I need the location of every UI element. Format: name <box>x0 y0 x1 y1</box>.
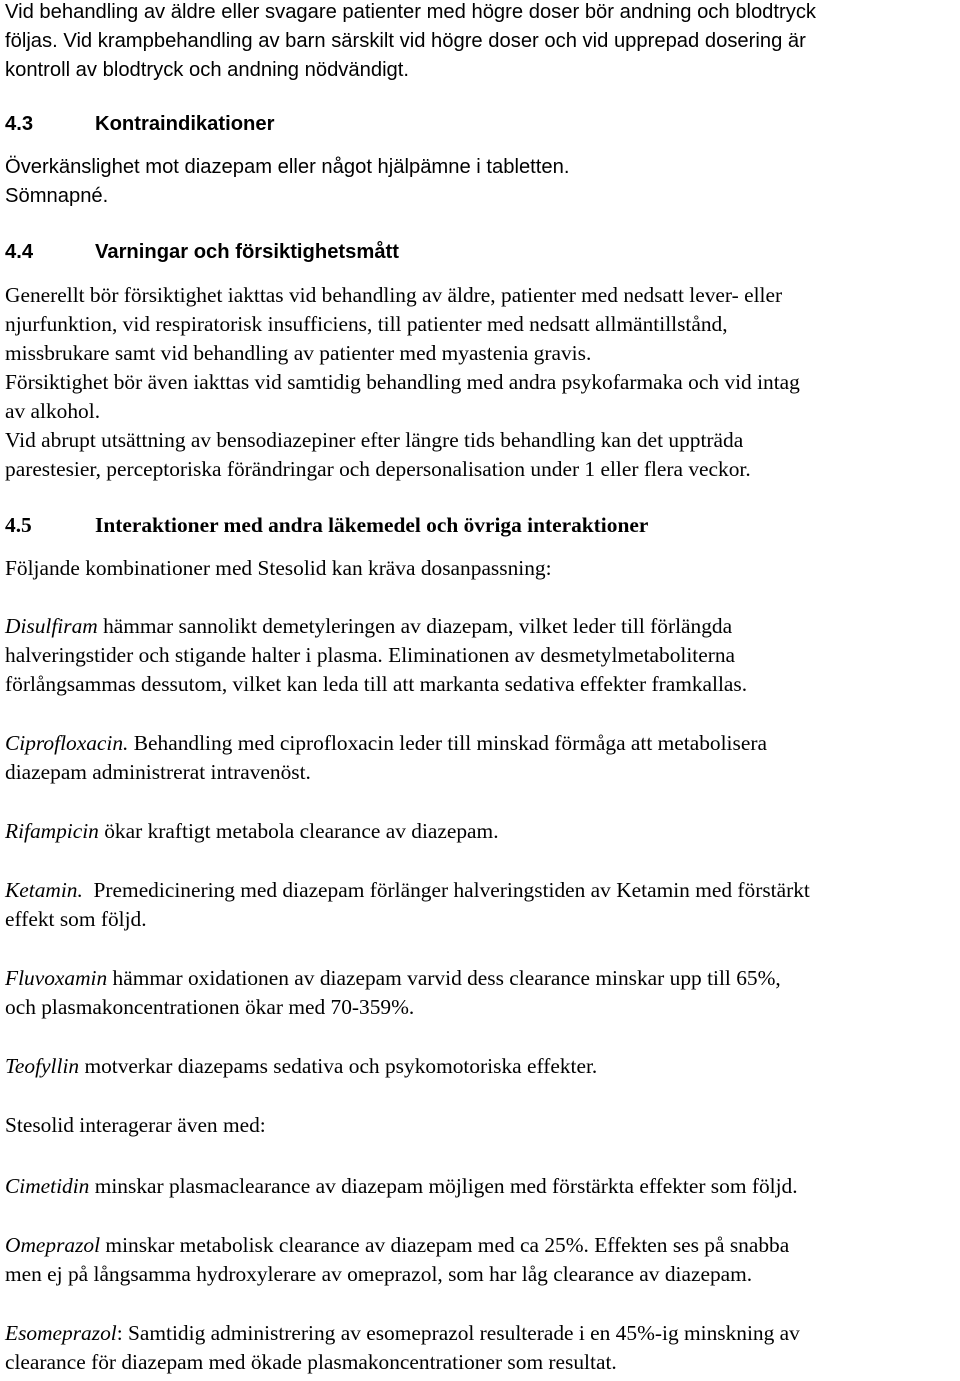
interaction-rifampicin: Rifampicin ökar kraftigt metabola clearance av diazepam. <box>5 819 499 843</box>
body-text-line: Stesolid interagerar även med: <box>5 1113 266 1137</box>
body-text-line: Överkänslighet mot diazepam eller något hjälpämne i tabletten. <box>5 156 570 178</box>
body-text-line: följas. Vid krampbehandling av barn särskilt vid högre doser och vid upprepad dosering är <box>5 30 806 52</box>
body-text-line: halveringstider och stigande halter i plasma. Eliminationen av desmetylmetaboliterna <box>5 643 736 667</box>
body-text-line: parestesier, perceptoriska förändringar och depersonalisation under 1 eller flera veckor. <box>5 457 751 481</box>
body-text-line: Försiktighet bör även iakttas vid samtidig behandling med andra psykofarmaka och vid intag <box>5 370 800 394</box>
body-text-line: av alkohol. <box>5 399 101 423</box>
section-number: 4.4 <box>5 241 34 263</box>
interaction-disulfiram: Disulfiram hämmar sannolikt demetyleringen av diazepam, vilket leder till förlängda <box>5 614 733 638</box>
body-text-line: Följande kombinationer med Stesolid kan kräva dosanpassning: <box>5 556 552 580</box>
section-title: Varningar och försiktighetsmått <box>95 241 399 263</box>
body-text-line: kontroll av blodtryck och andning nödvändigt. <box>5 59 410 81</box>
body-text-line: diazepam administrerat intravenöst. <box>5 760 311 784</box>
drug-name: Esomeprazol <box>5 1321 117 1345</box>
drug-name: Ciprofloxacin. <box>5 731 129 755</box>
drug-name: Fluvoxamin <box>5 966 108 990</box>
interaction-teofyllin: Teofyllin motverkar diazepams sedativa och psykomotoriska effekter. <box>5 1054 598 1078</box>
interaction-fluvoxamin: Fluvoxamin hämmar oxidationen av diazepam varvid dess clearance minskar upp till 65%, <box>5 966 781 990</box>
drug-name: Rifampicin <box>5 819 99 843</box>
interaction-cimetidin: Cimetidin minskar plasmaclearance av diazepam möjligen med förstärkta effekter som följd. <box>5 1174 798 1198</box>
body-text-line: missbrukare samt vid behandling av patienter med myastenia gravis. <box>5 341 592 365</box>
body-text-line: clearance för diazepam med ökade plasmakoncentrationer som resultat. <box>5 1350 617 1374</box>
section-title: Interaktioner med andra läkemedel och övriga interaktioner <box>95 513 649 537</box>
section-heading-4-4 <box>5 239 399 266</box>
drug-name: Disulfiram <box>5 614 98 638</box>
body-text-line: Vid behandling av äldre eller svagare patienter med högre doser bör andning och blodtryck <box>5 1 817 23</box>
body-text-line: njurfunktion, vid respiratorisk insufficiens, till patienter med nedsatt allmäntillstånd, <box>5 312 728 336</box>
interaction-ciprofloxacin: Ciprofloxacin. Behandling med ciprofloxacin leder till minskad förmåga att metabolisera <box>5 731 767 755</box>
body-text-line: Sömnapné. <box>5 185 109 207</box>
interaction-omeprazol: Omeprazol minskar metabolisk clearance av diazepam med ca 25%. Effekten ses på snabba <box>5 1233 790 1257</box>
body-text-line: Vid abrupt utsättning av bensodiazepiner efter längre tids behandling kan det uppträda <box>5 428 744 452</box>
interaction-esomeprazol: Esomeprazol: Samtidig administrering av esomeprazol resulterade i en 45%-ig minskning av <box>5 1321 800 1345</box>
section-number: 4.5 <box>5 513 32 537</box>
drug-name: Teofyllin <box>5 1054 80 1078</box>
drug-name: Ketamin. <box>5 878 83 902</box>
drug-name: Cimetidin <box>5 1174 90 1198</box>
body-text-line: men ej på långsamma hydroxylerare av omeprazol, som har låg clearance av diazepam. <box>5 1262 753 1286</box>
body-text-line: och plasmakoncentrationen ökar med 70-359%. <box>5 995 415 1019</box>
body-text-line: Generellt bör försiktighet iakttas vid behandling av äldre, patienter med nedsatt lever- eller <box>5 283 783 307</box>
section-heading-4-3 <box>5 111 274 138</box>
drug-name: Omeprazol <box>5 1233 101 1257</box>
section-title: Kontraindikationer <box>95 113 275 135</box>
section-number: 4.3 <box>5 113 34 135</box>
body-text-line: förlångsammas dessutom, vilket kan leda till att markanta sedativa effekter framkallas. <box>5 672 748 696</box>
body-text-line: effekt som följd. <box>5 907 147 931</box>
interaction-ketamin: Ketamin. Premedicinering med diazepam förlänger halveringstiden av Ketamin med förstärkt <box>5 878 810 902</box>
section-heading-4-5 <box>5 512 648 539</box>
